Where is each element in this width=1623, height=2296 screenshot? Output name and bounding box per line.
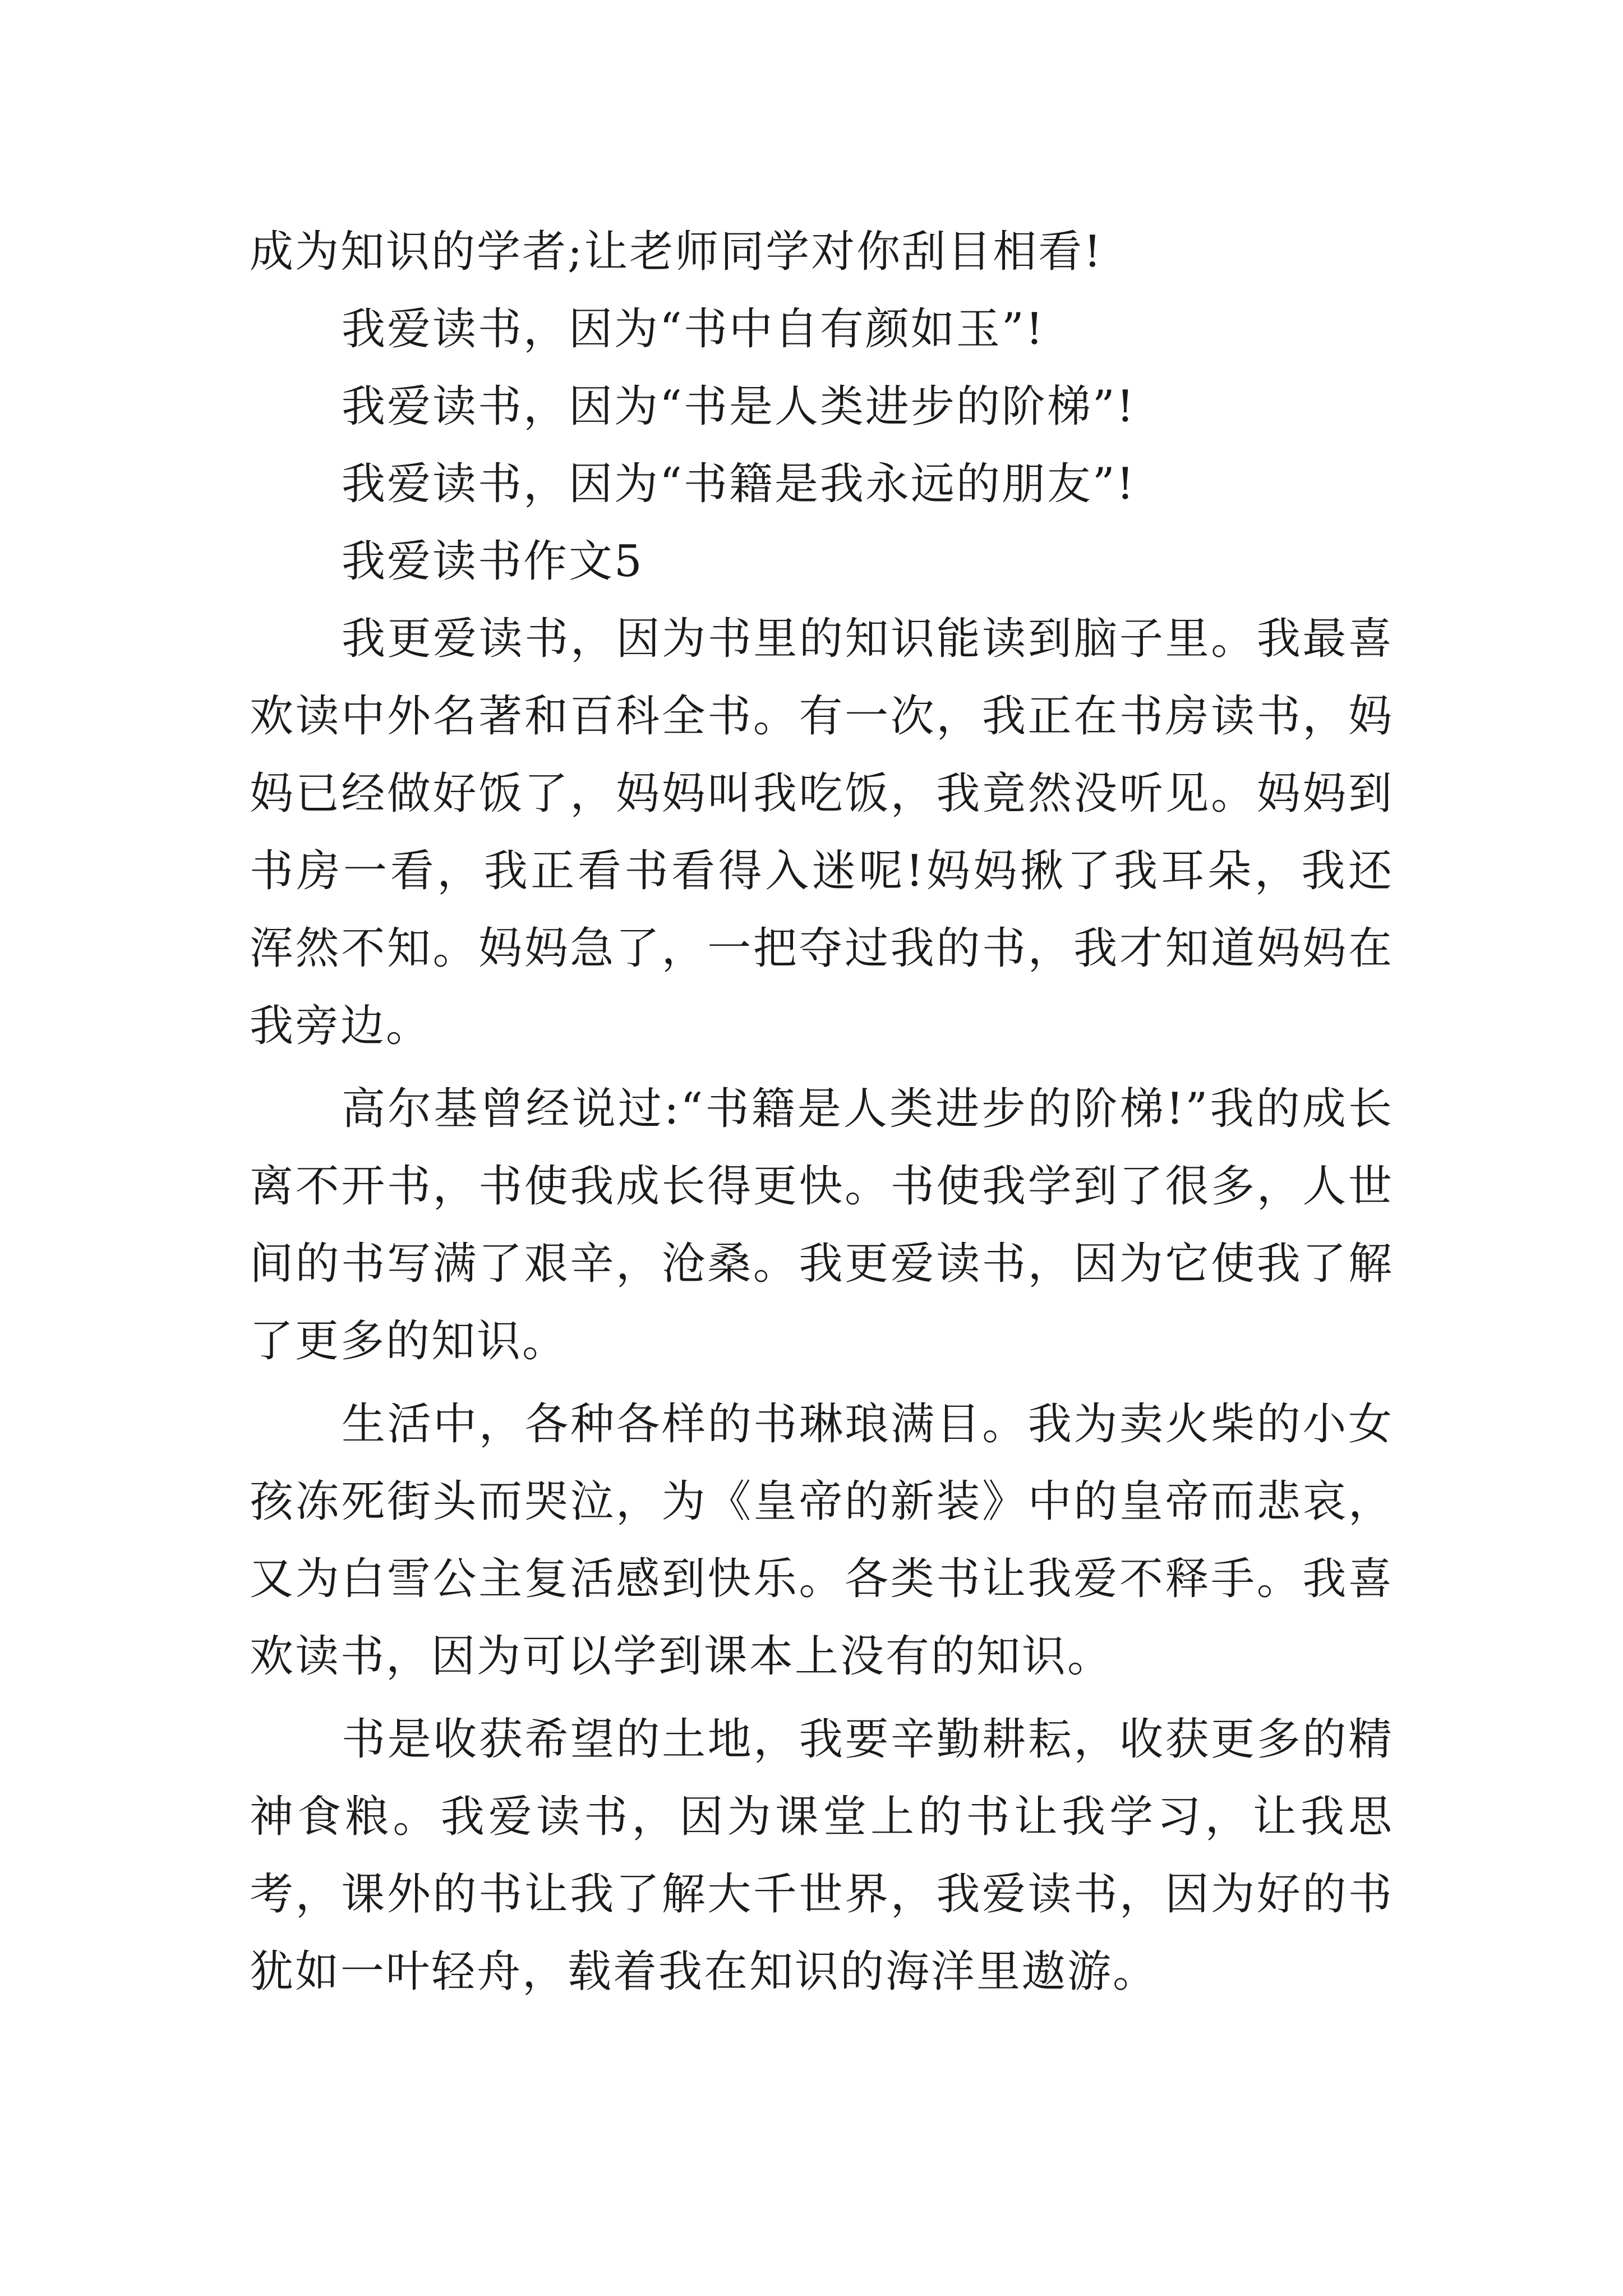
paragraph-reading-story: 我更爱读书，因为书里的知识能读到脑子里。我最喜欢读中外名著和百科全书。有一次，我正在书房读书，妈妈已经做好饭了，妈妈叫我吃饭，我竟然没听见。妈妈到书房一看，我正看书看得入迷呢!妈妈揪了我耳朵，我还浑然不知。妈妈急了，一把夺过我的书，我才知道妈妈在我旁边。 xyxy=(250,614,1394,1051)
paragraph-reason-2: 我爱读书，因为“书是人类进步的阶梯”! xyxy=(342,381,1136,432)
paragraph-reason-1: 我爱读书，因为“书中自有颜如玉”! xyxy=(342,304,1045,355)
section-heading: 我爱读书作文5 xyxy=(342,536,644,587)
document-body xyxy=(250,213,1394,2010)
paragraph-life-books: 生活中，各种各样的书琳琅满目。我为卖火柴的小女孩冻死街头而哭泣，为《皇帝的新装》中的皇帝而悲哀，又为白雪公主复活感到快乐。各类书让我爱不释手。我喜欢读书，因为可以学到课本上没有的知识。 xyxy=(250,1399,1394,1682)
paragraph-reason-3: 我爱读书，因为“书籍是我永远的朋友”! xyxy=(342,459,1136,509)
paragraph-gorky-quote: 高尔基曾经说过:“书籍是人类进步的阶梯!”我的成长离不开书，书使我成长得更快。书使我学到了很多，人世间的书写满了艰辛，沧桑。我更爱读书，因为它使我了解了更多的知识。 xyxy=(250,1084,1394,1366)
paragraph-continuation: 成为知识的学者;让老师同学对你刮目相看! xyxy=(250,227,1103,277)
paragraph-conclusion: 书是收获希望的土地，我要辛勤耕耘，收获更多的精神食粮。我爱读书，因为课堂上的书让我学习，让我思考，课外的书让我了解大千世界，我爱读书，因为好的书犹如一叶轻舟，载着我在知识的海洋里遨游。 xyxy=(250,1714,1394,1997)
